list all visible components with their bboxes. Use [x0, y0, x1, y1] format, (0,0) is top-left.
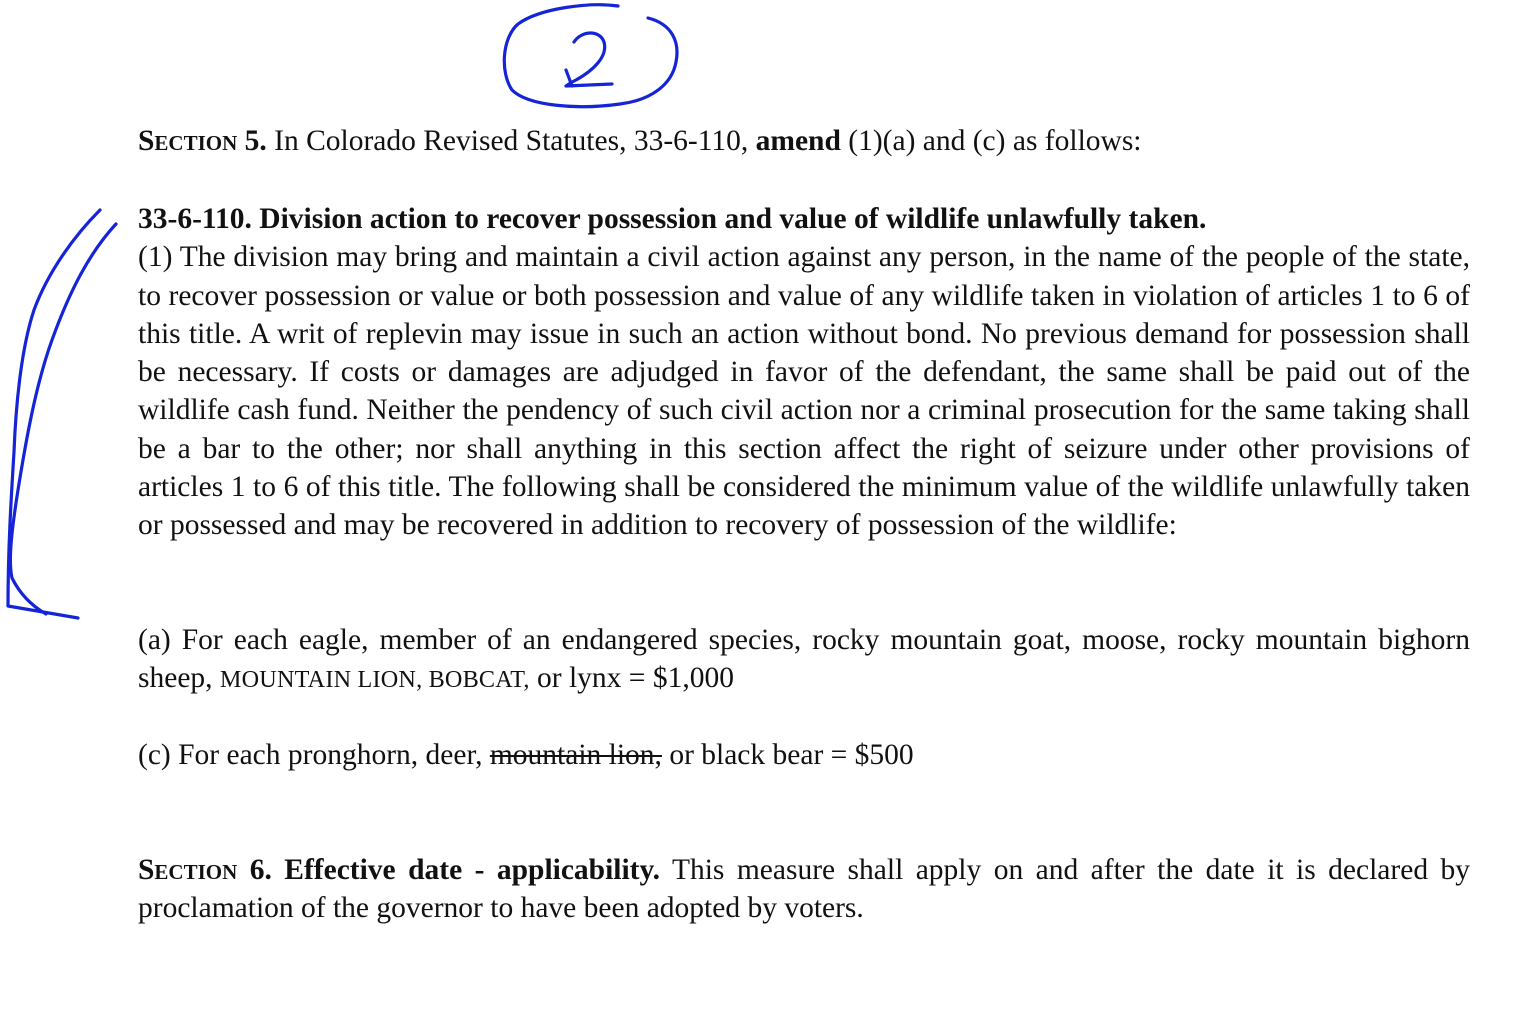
section-6-title: Effective date - applicability. — [284, 854, 661, 886]
section-6-heading: Section 6. — [138, 854, 272, 886]
item-c-text: (c) For each pronghorn, deer, — [138, 739, 483, 771]
handwritten-bracket — [8, 210, 100, 618]
section-5-heading: Section 5. — [138, 125, 267, 157]
section-6-body: This measure shall apply on and after the date it is declared by proclamation of the governor to have been adopted by voters. — [138, 854, 1471, 925]
section-5-intro-tail: (1)(a) and (c) as follows: — [848, 125, 1142, 157]
item-a — [138, 621, 1470, 700]
item-c — [138, 736, 1470, 774]
item-a-added-text: MOUNTAIN LION, BOBCAT, — [219, 666, 530, 694]
item-a-text: (a) For each eagle, member of an endangered species, rocky mountain goat, moose, rocky mountain bighorn sheep, — [138, 624, 1470, 695]
handwritten-number-2 — [566, 33, 612, 86]
section-6 — [138, 851, 1470, 928]
section-5-amend-keyword: amend — [755, 125, 841, 157]
section-5-intro-text: In Colorado Revised Statutes, 33-6-110, — [274, 125, 749, 157]
statute-title: 33-6-110. Division action to recover possession and value of wildlife unlawfully taken. — [138, 203, 1207, 235]
statute-block — [138, 200, 1470, 545]
handwritten-circle — [504, 5, 677, 107]
item-c-struck-text: mountain lion, — [489, 739, 662, 771]
item-c-value: or black bear = $500 — [669, 739, 914, 771]
statute-paragraph-1: (1) The division may bring and maintain a civil action against any person, in the name of the people of the state, to recover possession or value or both possession and value of any wildlife taken in violation of articles 1 to 6 of this title. A writ of replevin may issue in such an action without bond. No previous demand for possession shall be necessary. If costs or damages are adjudged in favor of the defendant, the same shall be paid out of the wildlife cash fund. Neither the pendency of such civil action nor a criminal prosecution for the same taking shall be a bar to the other; nor shall anything in this section affect the right of seizure under other provisions of articles 1 to 6 of this title. The following shall be considered the minimum value of the wildlife unlawfully taken or possessed and may be recovered in addition to recovery of possession of the wildlife: — [138, 241, 1470, 542]
handwritten-number-2-tick — [566, 70, 572, 86]
section-5-intro — [138, 122, 1470, 160]
handwritten-bracket-inner — [10, 224, 116, 614]
item-a-value: or lynx = $1,000 — [537, 662, 734, 695]
